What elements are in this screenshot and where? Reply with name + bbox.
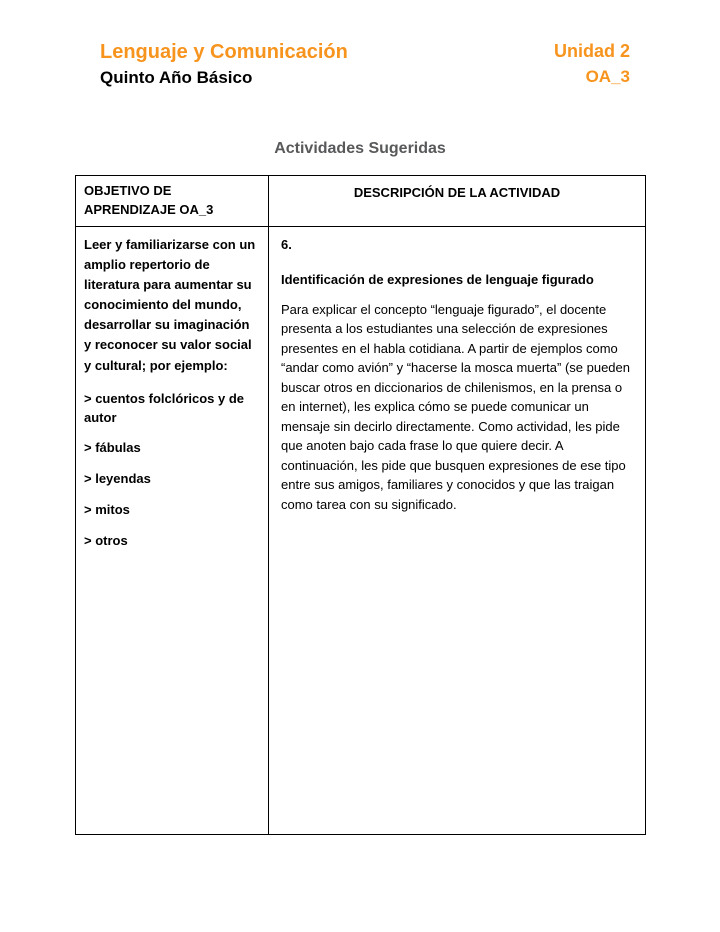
page-title: Actividades Sugeridas (274, 140, 446, 157)
table-header-row (76, 176, 646, 227)
objective-cell (76, 226, 269, 834)
objective-list-item: > cuentos folclóricos y de autor (84, 390, 245, 425)
activities-table (75, 175, 646, 835)
header-right (554, 40, 630, 88)
objective-list-item: > leyendas (84, 471, 151, 487)
objective-list-item: > otros (84, 532, 128, 548)
activity-header-cell: DESCRIPCIÓN DE LA ACTIVIDAD (269, 176, 646, 227)
activity-title: Identificación de expresiones de lenguaje figurado (281, 272, 594, 288)
subject-title: Lenguaje y Comunicación (100, 41, 348, 63)
header-left (100, 40, 348, 88)
grade-title: Quinto Año Básico (100, 68, 253, 87)
objective-list-item: > fábulas (84, 440, 141, 456)
oa-label: OA_3 (585, 66, 630, 86)
unit-label: Unidad 2 (553, 41, 630, 61)
activity-number: 6. (281, 236, 292, 252)
objective-intro: Leer y familiarizarse con un amplio repertorio de literatura para aumentar su conocimiento del mundo, desarrollar su imaginación y reconocer su valor social y cultural; por ejemplo: (84, 236, 256, 373)
activity-cell (269, 226, 646, 834)
table-body-row (76, 226, 646, 834)
activity-body: Para explicar el concepto “lenguaje figurado”, el docente presenta a los estudiantes una selección de expresiones presentes en el habla cotidiana. A partir de ejemplos como “andar como avión” y “hacerse la mosca muerta” (se pueden buscar otros en diccionarios de chilenismos, en la prensa o en internet), les explica cómo se puede comunicar un mensaje sin decirlo directamente. Como actividad, les pide que anoten bajo cada frase lo que quiere decir. A continuación, les pide que busquen expresiones de ese tipo entre sus amigos, familiares y conocidos y que las traigan como tarea con su significado. (281, 301, 630, 512)
objective-header-cell: OBJETIVO DE APRENDIZAJE OA_3 (76, 176, 269, 227)
document-header (100, 40, 630, 88)
objective-list-item: > mitos (84, 502, 130, 518)
